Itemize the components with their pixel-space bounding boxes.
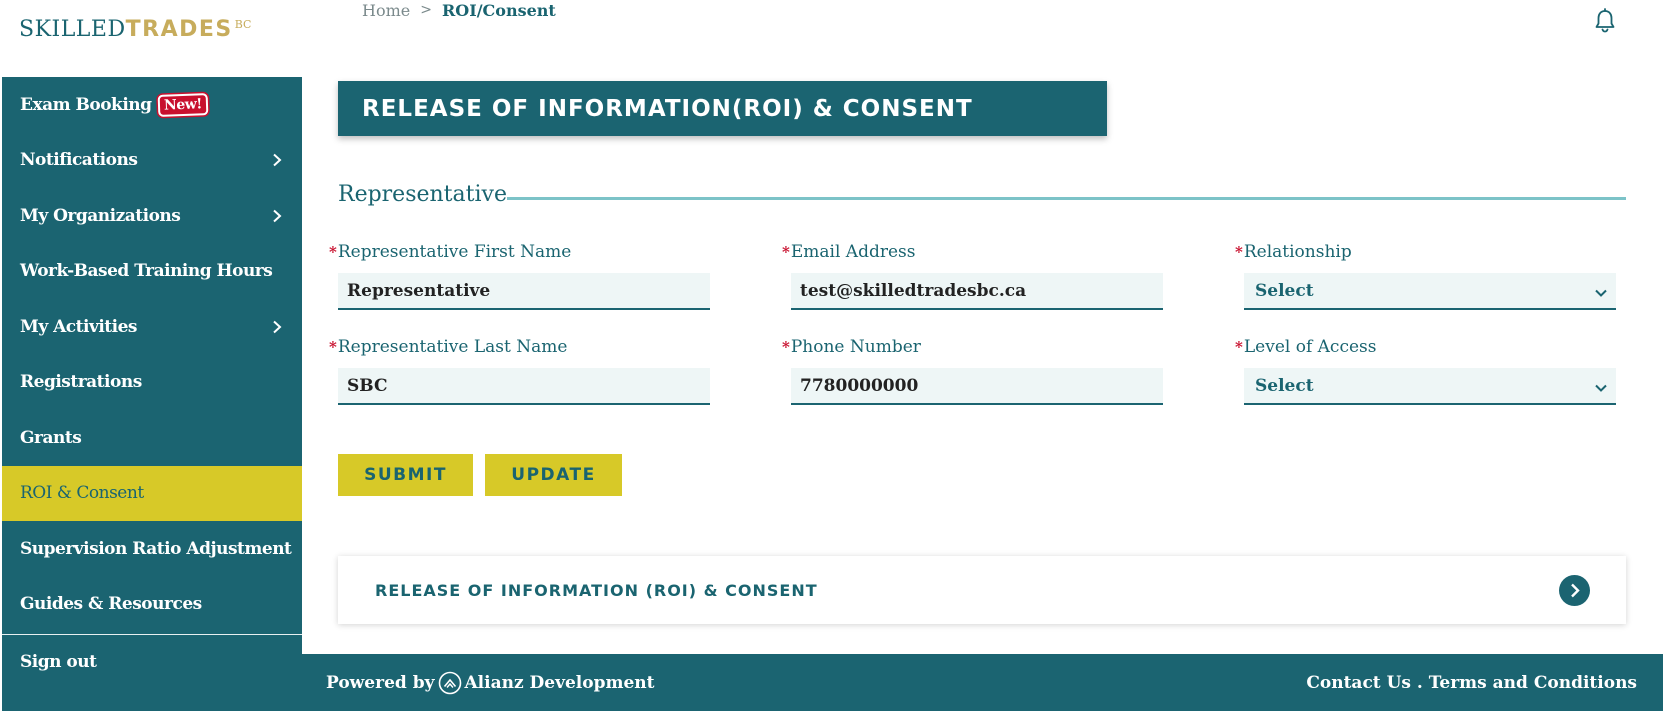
sidebar-item-label: Exam Booking <box>20 94 152 115</box>
sidebar-item-label: ROI & Consent <box>20 483 144 504</box>
required-marker: * <box>1235 243 1243 261</box>
sidebar-item-registrations[interactable] <box>2 355 302 411</box>
roi-consent-accordion[interactable] <box>338 556 1626 624</box>
sidebar-item-label: Work-Based Training Hours <box>20 261 273 282</box>
required-marker: * <box>1235 338 1243 356</box>
sidebar-item-roi-consent[interactable] <box>2 466 302 522</box>
email-field-group <box>782 241 1163 310</box>
logo-text-bc: BC <box>234 18 252 31</box>
last-name-field-group <box>329 336 710 405</box>
page-title-banner <box>338 81 1107 136</box>
chevron-right-icon <box>270 320 284 334</box>
breadcrumb-current: ROI/Consent <box>441 0 556 20</box>
sidebar-item-my-activities[interactable] <box>2 299 302 355</box>
relationship-label: *Relationship <box>1235 242 1352 262</box>
sidebar-item-guides-resources[interactable] <box>2 577 302 633</box>
required-marker: * <box>329 243 337 261</box>
sidebar-item-label: Notifications <box>20 150 138 171</box>
sidebar-item-label: Grants <box>20 427 82 448</box>
phone-field-group <box>782 336 1163 405</box>
submit-button[interactable]: SUBMIT <box>338 454 473 496</box>
relationship-select-value: Select <box>1255 280 1314 301</box>
alianz-logo-icon <box>438 671 462 695</box>
sidebar-item-label: My Organizations <box>20 205 181 226</box>
chevron-down-icon <box>1594 288 1608 298</box>
sidebar-item-work-based-training-hours[interactable] <box>2 244 302 300</box>
sidebar-item-label: Guides & Resources <box>20 594 202 615</box>
page-title: RELEASE OF INFORMATION(ROI) & CONSENT <box>362 95 973 122</box>
chevron-right-circle-icon[interactable] <box>1559 575 1590 606</box>
required-marker: * <box>782 338 790 356</box>
access-level-select[interactable] <box>1244 368 1616 405</box>
sidebar-item-supervision-ratio-adjustment[interactable] <box>2 521 302 577</box>
phone-input[interactable]: 7780000000 <box>791 368 1163 405</box>
phone-label: *Phone Number <box>782 337 921 357</box>
powered-by-text: Powered by <box>326 672 435 693</box>
new-badge: New! <box>157 93 208 117</box>
update-button[interactable]: UPDATE <box>485 454 622 496</box>
sidebar-item-my-organizations[interactable] <box>2 188 302 244</box>
accordion-label: RELEASE OF INFORMATION (ROI) & CONSENT <box>375 580 818 600</box>
first-name-input[interactable]: Representative <box>338 273 710 310</box>
sidebar-item-label: My Activities <box>20 316 137 337</box>
section-divider <box>507 197 1626 200</box>
chevron-right-icon <box>270 153 284 167</box>
required-marker: * <box>782 243 790 261</box>
access-level-field-group <box>1235 336 1616 405</box>
chevron-right-icon <box>270 209 284 223</box>
access-level-label: *Level of Access <box>1235 337 1377 357</box>
breadcrumb-separator: > <box>420 2 432 18</box>
powered-by <box>326 654 654 711</box>
breadcrumb-home[interactable]: Home <box>362 0 411 20</box>
required-marker: * <box>329 338 337 356</box>
first-name-label: *Representative First Name <box>329 242 572 262</box>
sidebar-item-sign-out[interactable] <box>2 635 302 688</box>
sidebar-item-label: Sign out <box>20 651 97 672</box>
sidebar-item-exam-booking[interactable] <box>2 77 302 133</box>
footer-links[interactable]: Contact Us . Terms and Conditions <box>1306 672 1637 693</box>
company-name[interactable]: Alianz Development <box>464 672 655 693</box>
sidebar <box>2 77 302 711</box>
relationship-select[interactable] <box>1244 273 1616 310</box>
logo-text-trades: TRADES <box>125 17 233 42</box>
sidebar-item-notifications[interactable] <box>2 133 302 189</box>
logo-text-skilled: SKILLED <box>19 17 126 42</box>
section-title: Representative <box>338 182 507 207</box>
relationship-field-group <box>1235 241 1616 310</box>
first-name-field-group <box>329 241 710 310</box>
sidebar-item-grants[interactable] <box>2 410 302 466</box>
access-level-select-value: Select <box>1255 375 1314 396</box>
last-name-input[interactable]: SBC <box>338 368 710 405</box>
logo[interactable] <box>19 14 251 50</box>
sidebar-item-label: Supervision Ratio Adjustment <box>20 538 292 559</box>
breadcrumb <box>362 0 556 20</box>
bell-icon[interactable] <box>1593 8 1617 34</box>
last-name-label: *Representative Last Name <box>329 337 568 357</box>
sidebar-item-label: Registrations <box>20 372 142 393</box>
chevron-down-icon <box>1594 383 1608 393</box>
email-label: *Email Address <box>782 242 916 262</box>
email-input[interactable]: test@skilledtradesbc.ca <box>791 273 1163 310</box>
footer <box>302 654 1663 711</box>
